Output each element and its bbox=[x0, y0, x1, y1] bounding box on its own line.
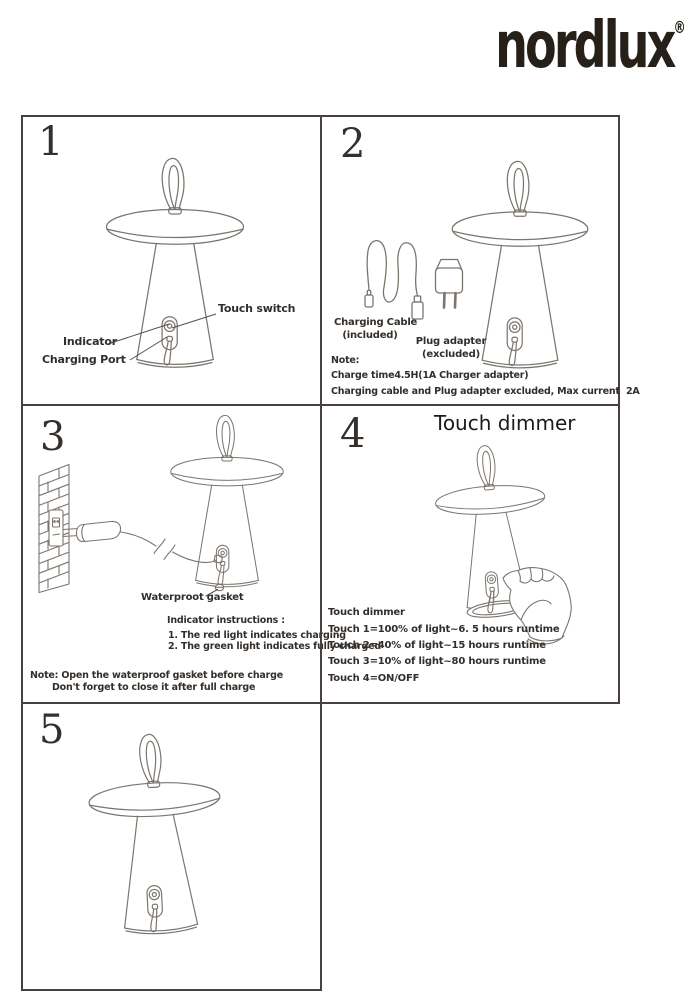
indicator-instruction-1: 1. The red light indicates charging bbox=[168, 630, 346, 641]
charging-cable-illustration bbox=[365, 241, 423, 319]
panel-4-touch-dimmer bbox=[320, 404, 620, 704]
plug-adapter-illustration bbox=[436, 260, 463, 308]
panel-1-overview bbox=[21, 115, 322, 406]
plug-adapter-caption: Plug adapter bbox=[415, 336, 487, 347]
waterproof-gasket-label: Waterproot gasket bbox=[141, 592, 244, 603]
nordlux-logo bbox=[495, 9, 686, 83]
power-plug-illustration bbox=[63, 521, 121, 541]
panel-number: 5 bbox=[39, 707, 65, 753]
lamp-illustration bbox=[171, 415, 283, 586]
wall-outlet-illustration bbox=[49, 510, 63, 546]
cable-to-lamp-illustration bbox=[121, 532, 217, 562]
lamp-illustration bbox=[106, 158, 243, 367]
panel-5-final-view bbox=[21, 702, 322, 991]
wall-charging-illustration bbox=[23, 406, 320, 702]
touch-2-line: Touch 2=40% of light~15 hours runtime bbox=[328, 640, 546, 651]
lamp-illustration bbox=[86, 731, 227, 937]
indicator-label: Indicator bbox=[63, 335, 117, 348]
plug-adapter-excluded: (excluded) bbox=[422, 349, 480, 360]
touch-1-line: Touch 1=100% of light~6. 5 hours runtime bbox=[328, 624, 560, 635]
charging-port-leader-line bbox=[130, 337, 167, 360]
charging-port-label: Charging Port bbox=[42, 353, 126, 366]
gasket-note-line-2: Don't forget to close it after full charge bbox=[52, 682, 256, 693]
note-title: Note: bbox=[331, 355, 360, 366]
touch-3-line: Touch 3=10% of light~80 hours runtime bbox=[328, 656, 546, 667]
touch-switch-leader-line bbox=[172, 314, 216, 328]
charging-cable-caption: Charging Cable bbox=[334, 317, 418, 328]
panel-number: 2 bbox=[340, 121, 366, 167]
touch-4-line: Touch 4=ON/OFF bbox=[328, 673, 420, 684]
panel-number: 3 bbox=[40, 414, 66, 460]
max-current-note: Charging cable and Plug adapter excluded, Max current 2A bbox=[331, 386, 640, 397]
indicator-instruction-2: 2. The green light indicates fully charged bbox=[168, 641, 381, 652]
touch-dimmer-title: Touch dimmer bbox=[434, 411, 576, 435]
charging-cable-included: (included) bbox=[342, 330, 398, 341]
logo-text: nordlux bbox=[495, 9, 674, 83]
indicator-instructions-title: Indicator instructions : bbox=[167, 615, 285, 626]
charge-time-note: Charge time4.5H(1A Charger adapter) bbox=[331, 370, 529, 381]
gasket-note-line-1: Note: Open the waterproof gasket before charge bbox=[30, 670, 283, 681]
touch-dimmer-line: Touch dimmer bbox=[328, 607, 405, 618]
panel-number: 4 bbox=[340, 411, 366, 457]
lamp-final-illustration bbox=[23, 704, 320, 989]
panel-2-charging bbox=[320, 115, 640, 406]
panel-number: 1 bbox=[38, 119, 64, 165]
touch-switch-label: Touch switch bbox=[218, 302, 296, 315]
registered-mark: ® bbox=[673, 18, 686, 38]
